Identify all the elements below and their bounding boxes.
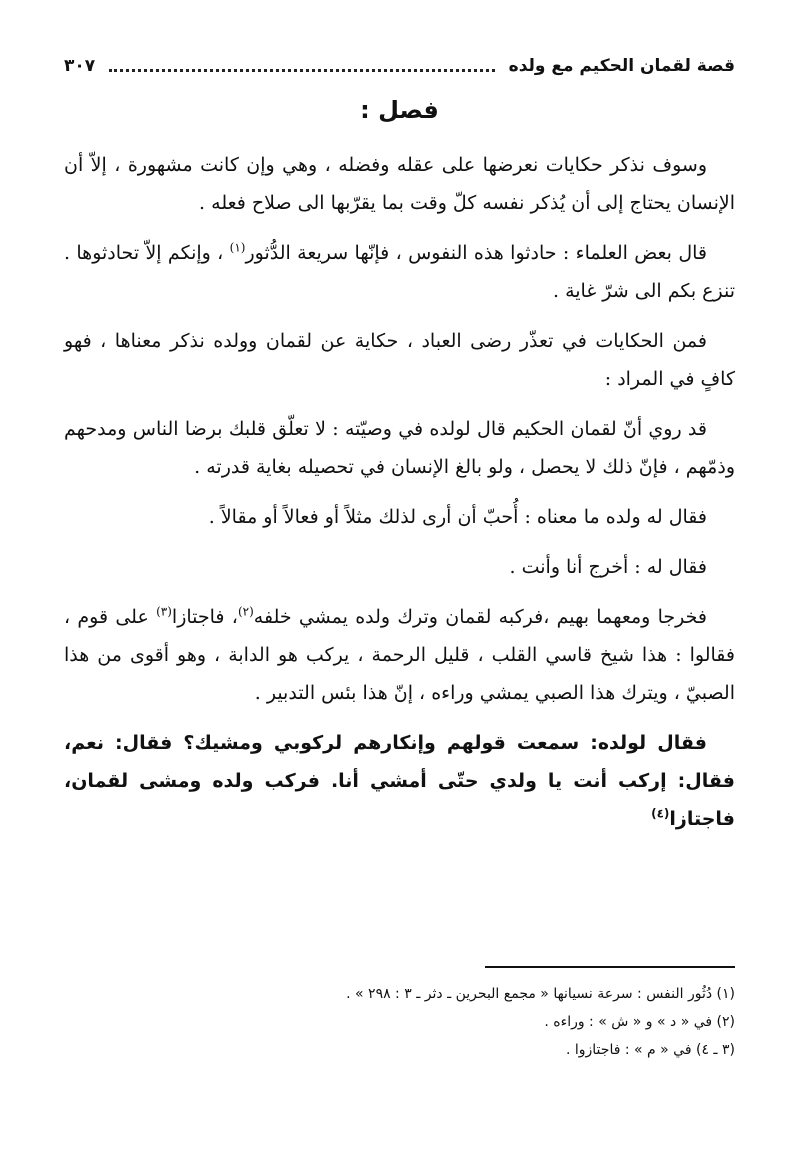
paragraph-6: فقال له : أخرج أنا وأنت .	[509, 556, 707, 578]
section-heading: فصل :	[360, 96, 439, 124]
paragraph-7	[64, 598, 735, 712]
running-header	[64, 48, 735, 84]
footnote-ref-1: (١)	[229, 240, 246, 255]
footnote-1: (١) دُثُور النفس : سرعة نسيانها « مجمع البحرين ـ دثر ـ ٣ : ٢٩٨ » .	[346, 986, 735, 1002]
paragraph-4: قد روي أنّ لقمان الحكيم قال لولده في وصيّته : لا تعلّق قلبك برضا الناس ومدحهم وذمّهم ، فإنّ ذلك لا يحصل ، ولو بالغ الإنسان في تحصيله بغاية قدرته .	[64, 418, 735, 478]
footnote-3: (٣ ـ ٤) في « م » : فاجتازوا .	[565, 1042, 735, 1058]
paragraph-7-text-c: على قوم ، فقالوا : هذا شيخ قاسي القلب ، قليل الرحمة ، يركب هو الدابة ، وهو أقوى من هذا الصبيّ ، ويترك هذا الصبي يمشي وراءه ، إنّ هذا بئس التدبير .	[64, 606, 735, 704]
header-title: قصة لقمان الحكيم مع ولده	[508, 56, 735, 76]
footnote-2: (٢) في « د » و « ش » : وراءه .	[544, 1014, 735, 1030]
paragraph-8-text: فقال لولده: سمعت قولهم وإنكارهم لركوبي ومشيك؟ فقال: نعم، فقال: إركب أنت يا ولدي حتّى أمشي أنا. فركب ولده ومشى لقمان، فاجتازا	[64, 732, 735, 830]
footnote-ref-2: (٢)	[237, 604, 254, 619]
footnote-ref-3: (٣)	[156, 604, 172, 619]
footnotes	[64, 980, 735, 1064]
paragraph-7-text-b: ، فاجتازا	[171, 606, 238, 628]
header-leader-dots	[109, 69, 495, 72]
page-number: ٣٠٧	[64, 56, 96, 76]
paragraph-2	[64, 234, 735, 310]
paragraph-7-text-a: فخرجا ومعهما بهيم ،فركبه لقمان وترك ولده يمشي خلفه	[253, 606, 707, 628]
paragraph-3: فمن الحكايات في تعذّر رضى العباد ، حكاية عن لقمان وولده نذكر معناها ، فهو كافٍ في المراد :	[64, 330, 735, 390]
main-text	[64, 146, 735, 850]
footnote-ref-4: (٤)	[651, 806, 670, 821]
paragraph-2-text-a: قال بعض العلماء : حادثوا هذه النفوس ، فإنّها سريعة الدُّثور	[245, 242, 707, 264]
paragraph-8	[64, 724, 735, 838]
paragraph-2-text-b: ، وإنكم إلاّ تحادثوها . تنزع بكم الى شرّ غاية .	[64, 242, 735, 302]
footnote-separator	[485, 966, 735, 968]
paragraph-1: وسوف نذكر حكايات نعرضها على عقله وفضله ، وهي وإن كانت مشهورة ، إلاّ أن الإنسان يحتاج إلى أن يُذكر نفسه كلّ وقت بما يقرّبها الى صلاح فعله .	[64, 154, 735, 214]
paragraph-5: فقال له ولده ما معناه : أُحبّ أن أرى لذلك مثلاً أو فعالاً أو مقالاً .	[208, 506, 707, 528]
